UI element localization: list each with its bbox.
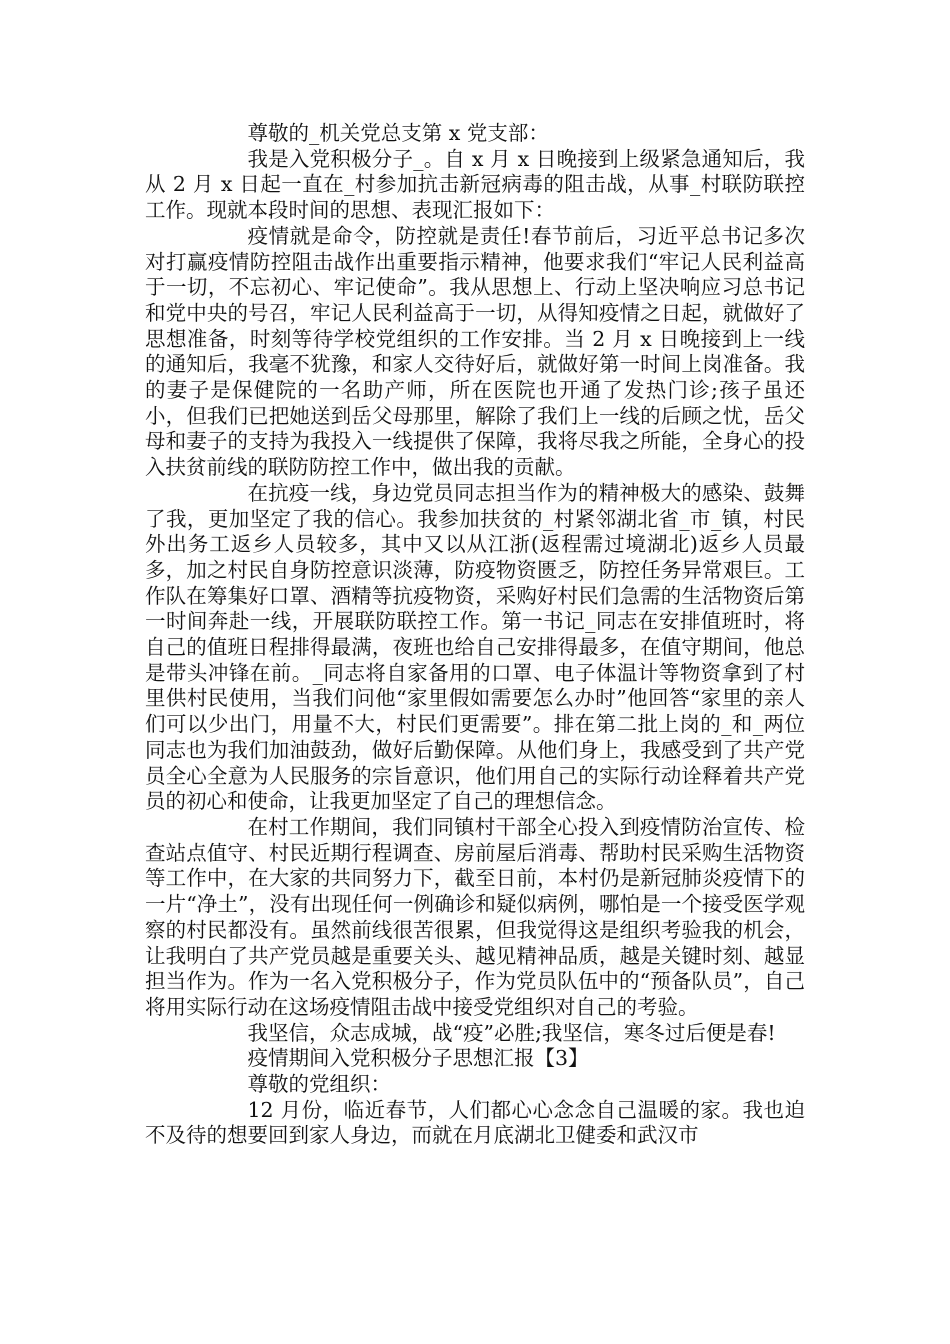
- body-paragraph: 在抗疫一线，身边党员同志担当作为的精神极大的感染、鼓舞了我，更加坚定了我的信心。我参加扶贫的_村紧邻湖北省_市_镇，村民外出务工返乡人员较多，其中又以从江浙(返程需过境湖北)返乡人员最多，加之村民自身防控意识淡薄，防疫物资匮乏，防控任务异常艰巨。工作队在筹集好口罩、酒精等抗疫物资，采购好村民们急需的生活物资后第一时间奔赴一线，开展联防联控工作。第一书记_同志在安排值班时，将自己的值班日程排得最满，夜班也给自己安排得最多，在值守期间，他总是带头冲锋在前。_同志将自家备用的口罩、电子体温计等物资拿到了村里供村民使用，当我们问他“家里假如需要怎么办时”他回答“家里的亲人们可以少出门，用量不大，村民们更需要”。排在第二批上岗的_和_两位同志也为我们加油鼓劲，做好后勤保障。从他们身上，我感受到了共产党员全心全意为人民服务的宗旨意识，他们用自己的实际行动诠释着共产党员的初心和使命，让我更加坚定了自己的理想信念。: [145, 480, 805, 814]
- body-paragraph: 疫情就是命令，防控就是责任!春节前后，习近平总书记多次对打赢疫情防控阻击战作出重要指示精神，他要求我们“牢记人民利益高于一切，不忘初心、牢记使命”。我从思想上、行动上坚决响应习总书记和党中央的号召，牢记人民利益高于一切，从得知疫情之日起，就做好了思想准备，时刻等待学校党组织的工作安排。当 2 月 x 日晚接到上一线的通知后，我毫不犹豫，和家人交待好后，就做好第一时间上岗准备。我的妻子是保健院的一名助产师，所在医院也开通了发热门诊;孩子虽还小，但我们已把她送到岳父母那里，解除了我们上一线的后顾之忧，岳父母和妻子的支持为我投入一线提供了保障，我将尽我之所能，全身心的投入扶贫前线的联防防控工作中，做出我的贡献。: [145, 223, 805, 480]
- salutation: 尊敬的党组织：: [247, 1072, 391, 1097]
- body-paragraph: 我坚信，众志成城，战“疫”必胜;我坚信，寒冬过后便是春!: [247, 1020, 776, 1045]
- body-paragraph: 12 月份，临近春节，人们都心心念念自己温暖的家。我也迫不及待的想要回到家人身边，而就在月底湖北卫健委和武汉市: [145, 1097, 805, 1148]
- section-heading: 疫情期间入党积极分子思想汇报【3】: [247, 1046, 589, 1071]
- document-body: [145, 121, 805, 1149]
- body-paragraph: 在村工作期间，我们同镇村干部全心投入到疫情防治宣传、检查站点值守、村民近期行程调查、房前屋后消毒、帮助村民采购生活物资等工作中，在大家的共同努力下，截至日前，本村仍是新冠肺炎疫情下的一片“净土”，没有出现任何一例确诊和疑似病例，哪怕是一个接受医学观察的村民都没有。虽然前线很苦很累，但我觉得这是组织考验我的机会，让我明白了共产党员越是重要关头、越见精神品质，越是关键时刻、越显担当作为。作为一名入党积极分子，作为党员队伍中的“预备队员”，自己将用实际行动在这场疫情阻击战中接受党组织对自己的考验。: [145, 814, 805, 1019]
- salutation: 尊敬的_机关党总支第 x 党支部：: [247, 121, 549, 145]
- body-paragraph: 我是入党积极分子_。自 x 月 x 日晚接到上级紧急通知后，我从 2 月 x 日起一直在_村参加抗击新冠病毒的阻击战，从事_村联防联控工作。现就本段时间的思想、表现汇报如下：: [145, 146, 805, 223]
